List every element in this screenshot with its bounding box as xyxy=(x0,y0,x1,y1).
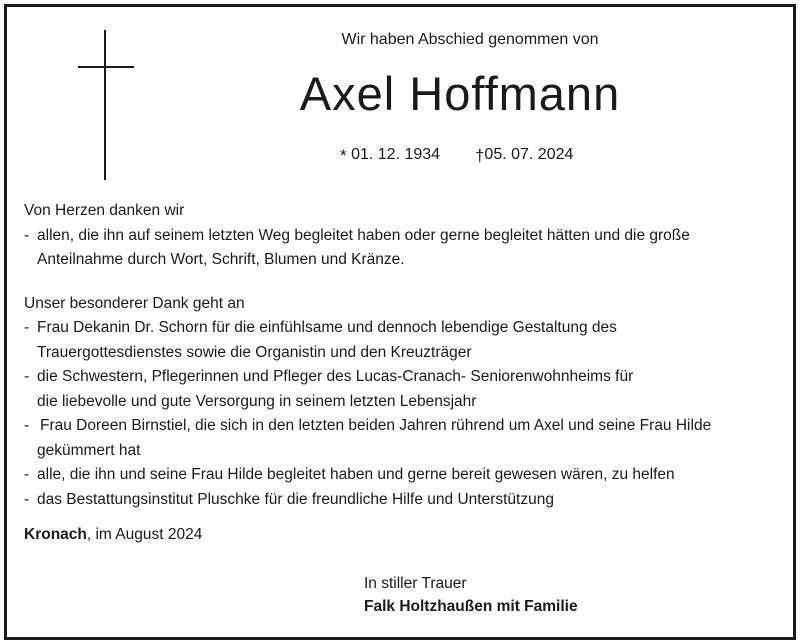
place-date-line xyxy=(24,523,784,548)
closing-line: In stiller Trauer xyxy=(364,575,467,592)
closing-signature xyxy=(364,572,578,618)
birth-date: 01. 12. 1934 xyxy=(351,146,441,163)
life-dates xyxy=(340,146,573,166)
death-symbol: † xyxy=(474,146,485,165)
date-text: , im August 2024 xyxy=(86,526,203,543)
place-name: Kronach xyxy=(24,526,87,543)
list-item-continued: gekümmert hat xyxy=(37,441,141,459)
list-item: - Frau Dekanin Dr. Schorn für die einfühlsame und dennoch lebendige Gestaltung des xyxy=(24,319,617,336)
list-item: - das Bestattungsinstitut Pluschke für die freundliche Hilfe und Unterstützung xyxy=(24,490,554,508)
list-item: - allen, die ihn auf seinem letzten Weg begleitet haben oder gerne begleitet hätten und die große xyxy=(24,226,690,244)
death-date: 05. 07. 2024 xyxy=(484,146,574,163)
birth-symbol: * xyxy=(340,146,347,165)
list-item: - die Schwestern, Pflegerinnen und Pfleger des Lucas-Cranach- Seniorenwohnheims für xyxy=(24,368,634,385)
list-item-continued: die liebevolle und gute Versorgung in seinem letzten Lebensjahr xyxy=(37,392,477,410)
list-item-continued: Anteilnahme durch Wort, Schrift, Blumen und Kränze. xyxy=(37,251,405,268)
list-item-continued: Trauergottesdienstes sowie die Organistin und den Kreuzträger xyxy=(37,343,472,361)
thanks-heading: Von Herzen danken wir xyxy=(24,202,185,219)
intro-text: Wir haben Abschied genommen von xyxy=(341,31,599,48)
signatory: Falk Holtzhaußen mit Familie xyxy=(364,598,578,615)
notice-body xyxy=(24,199,784,548)
deceased-name: Axel Hoffmann xyxy=(299,67,621,120)
list-item: - alle, die ihn und seine Frau Hilde begleitet haben und gerne bereit gewesen wären, zu helfen xyxy=(24,466,675,483)
special-thanks-heading: Unser besonderer Dank geht an xyxy=(24,294,245,312)
list-item: - Frau Doreen Birnstiel, die sich in den letzten beiden Jahren rührend um Axel und seine Frau Hilde xyxy=(24,417,712,434)
